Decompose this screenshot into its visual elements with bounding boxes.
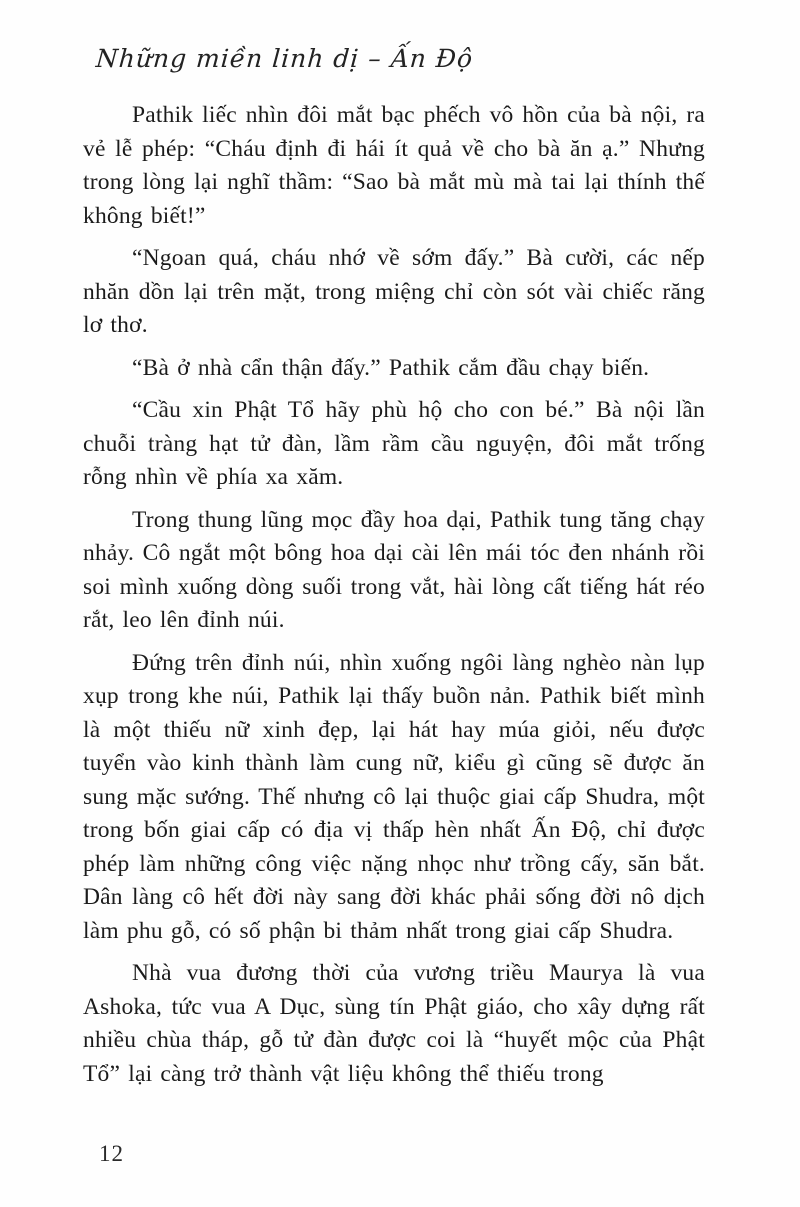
paragraph: Trong thung lũng mọc đầy hoa dại, Pathik tung tăng chạy nhảy. Cô ngắt một bông hoa dại cài lên mái tóc đen nhánh rồi soi mình xuống dòng suối trong vắt, hài lòng cất tiếng hát réo rắt, leo lên đỉnh núi. [83,506,705,633]
paragraph: Nhà vua đương thời của vương triều Maurya là vua Ashoka, tức vua A Dục, sùng tín Phật giáo, cho xây dựng rất nhiều chùa tháp, gỗ tử đàn được coi là “huyết mộc của Phật Tổ” lại càng trở thành vật liệu không thể thiếu trong [83,960,705,1087]
paragraph: “Bà ở nhà cẩn thận đấy.” Pathik cắm đầu chạy biến. [132,354,650,381]
running-header-title: Những miền linh dị – Ấn Độ [94,44,475,73]
paragraph: Đứng trên đỉnh núi, nhìn xuống ngôi làng nghèo nàn lụp xụp trong khe núi, Pathik lại thấy buồn nản. Pathik biết mình là một thiếu nữ xinh đẹp, lại hát hay múa giỏi, nếu được tuyển vào kinh thành làm cung nữ, kiểu gì cũng sẽ được ăn sung mặc sướng. Thế nhưng cô lại thuộc giai cấp Shudra, một trong bốn giai cấp có địa vị thấp hèn nhất Ấn Độ, chỉ được phép làm những công việc nặng nhọc như trồng cấy, săn bắt. Dân làng cô hết đời này sang đời khác phải sống đời nô dịch làm phu gỗ, có số phận bi thảm nhất trong giai cấp Shudra. [83,649,705,944]
paragraph: “Ngoan quá, cháu nhớ về sớm đấy.” Bà cười, các nếp nhăn dồn lại trên mặt, trong miệng chỉ còn sót vài chiếc răng lơ thơ. [83,245,705,338]
page-number: 12 [99,1141,124,1166]
paragraph: “Cầu xin Phật Tổ hãy phù hộ cho con bé.” Bà nội lần chuỗi tràng hạt tử đàn, lầm rầm cầu nguyện, đôi mắt trống rỗng nhìn về phía xa xăm. [83,397,705,490]
page-body [83,99,705,1100]
paragraph: Pathik liếc nhìn đôi mắt bạc phếch vô hồn của bà nội, ra vẻ lễ phép: “Cháu định đi hái ít quả về cho bà ăn ạ.” Nhưng trong lòng lại nghĩ thầm: “Sao bà mắt mù mà tai lại thính thế không biết!” [83,102,705,229]
